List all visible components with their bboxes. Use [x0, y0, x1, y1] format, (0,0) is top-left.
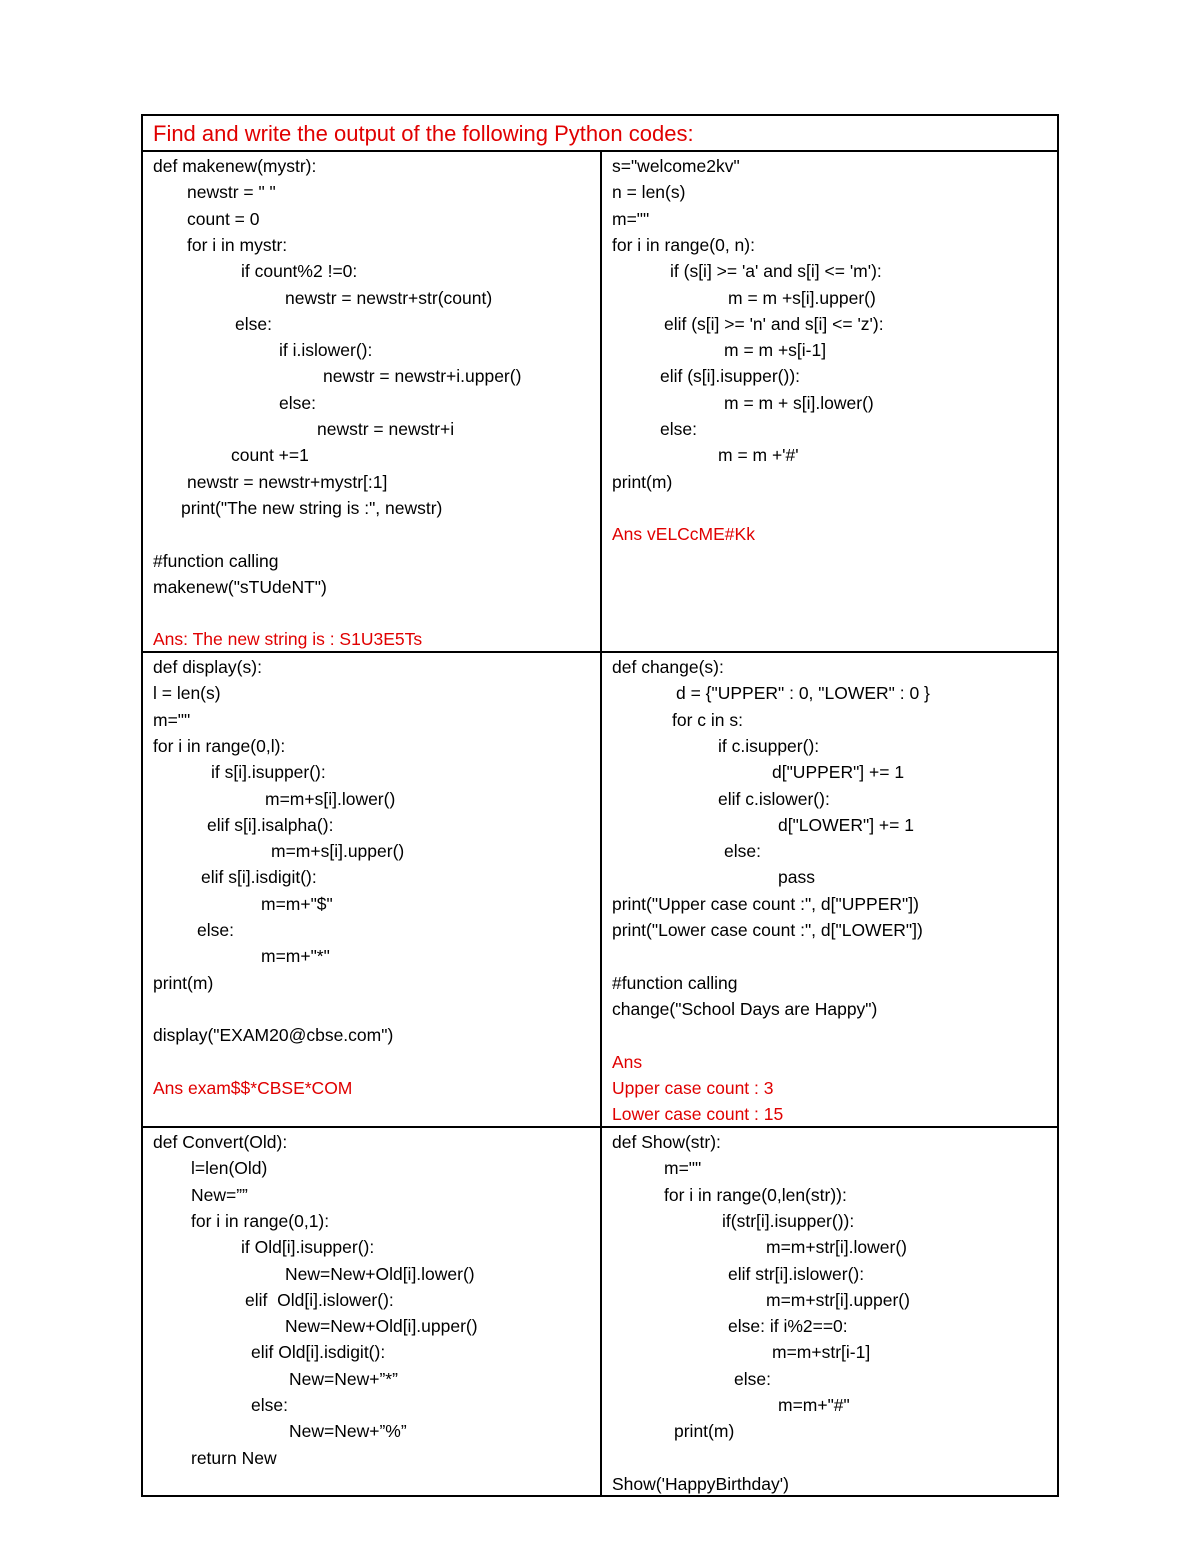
code-line: m=m+s[i].lower() — [265, 788, 396, 809]
code-line: if i.islower(): — [279, 340, 373, 361]
code-line: change("School Days are Happy") — [612, 998, 878, 1019]
code-line: newstr = newstr+mystr[:1] — [187, 471, 388, 492]
code-line: elif (s[i] >= 'n' and s[i] <= 'z'): — [664, 313, 884, 334]
code-line: if c.isupper(): — [718, 735, 820, 756]
code-line: else: — [660, 419, 697, 439]
code-line: m=m+s[i].upper() — [271, 841, 405, 862]
code-line: m=m+str[i].upper() — [766, 1289, 910, 1310]
code-line: if s[i].isupper(): — [211, 762, 326, 783]
code-line: m=m+"*" — [261, 946, 330, 967]
code-line: m=m+str[i].lower() — [766, 1237, 907, 1258]
code-line: #function calling — [153, 550, 279, 571]
code-line: print("Upper case count :", d["UPPER"]) — [612, 893, 919, 914]
code-line: for i in range(0,l): — [153, 735, 286, 756]
answer-line: Upper case count : 3 — [612, 1077, 774, 1098]
code-line: New=New+Old[i].lower() — [285, 1263, 475, 1284]
code-line: newstr = " " — [187, 182, 276, 203]
code-line: if(str[i].isupper()): — [722, 1210, 855, 1231]
code-line: New=New+”*” — [289, 1368, 398, 1389]
code-line: elif Old[i].isdigit(): — [251, 1342, 386, 1363]
answer-line: Ans vELCcME#Kk — [612, 524, 755, 545]
code-line: newstr = newstr+i — [317, 419, 455, 439]
code-line: m="" — [153, 709, 191, 730]
code-line: for i in range(0,1): — [191, 1210, 330, 1231]
question-table — [141, 114, 1059, 1497]
code-line: #function calling — [612, 972, 738, 993]
code-line: elif Old[i].islower(): — [245, 1289, 394, 1310]
cell-change — [602, 653, 1059, 1126]
page-title: Find and write the output of the following Python codes: — [143, 116, 1057, 152]
cell-display — [143, 653, 600, 1126]
code-line: m = m +s[i].upper() — [728, 287, 876, 308]
code-line: m = m + s[i].lower() — [724, 392, 874, 413]
code-line: n = len(s) — [612, 182, 686, 203]
code-line: l=len(Old) — [191, 1158, 268, 1179]
code-line: def change(s): — [612, 657, 724, 677]
code-line: else: — [279, 392, 316, 413]
code-line: m=m+"#" — [778, 1395, 850, 1415]
code-line: def Convert(Old): — [153, 1132, 288, 1152]
code-line: else: — [235, 313, 272, 334]
cell-convert — [143, 1128, 600, 1497]
code-line: newstr = newstr+str(count) — [285, 287, 493, 308]
code-line: print(m) — [674, 1421, 735, 1442]
answer-line: Ans — [612, 1051, 643, 1072]
code-line: elif s[i].isalpha(): — [207, 814, 334, 835]
code-line: if count%2 !=0: — [241, 261, 358, 282]
code-line: s="welcome2kv" — [612, 156, 740, 176]
code-line: l = len(s) — [153, 683, 221, 704]
code-line: d["UPPER"] += 1 — [772, 762, 905, 783]
cell-makenew — [143, 152, 600, 651]
code-line: display("EXAM20@cbse.com") — [153, 1025, 394, 1046]
code-line: m=m+str[i-1] — [772, 1342, 871, 1363]
answer-line: Ans: The new string is : S1U3E5Ts — [153, 629, 423, 650]
code-line: else: — [724, 841, 761, 862]
code-line: m="" — [664, 1158, 702, 1179]
code-line: m="" — [612, 208, 650, 229]
code-line: elif c.islower(): — [718, 788, 830, 809]
code-line: else: if i%2==0: — [728, 1316, 848, 1337]
code-line: elif s[i].isdigit(): — [201, 867, 317, 888]
code-line: if Old[i].isupper(): — [241, 1237, 375, 1258]
code-line: def display(s): — [153, 657, 262, 677]
code-line: m = m +'#' — [718, 445, 799, 466]
code-line: New=New+Old[i].upper() — [285, 1316, 478, 1337]
code-line: def Show(str): — [612, 1132, 721, 1152]
answer-line: Lower case count : 15 — [612, 1104, 784, 1125]
code-line: for i in range(0,len(str)): — [664, 1184, 847, 1205]
code-line: New=”” — [191, 1184, 248, 1205]
code-line: else: — [734, 1368, 771, 1389]
code-line: else: — [251, 1395, 288, 1415]
code-line: elif str[i].islower(): — [728, 1263, 865, 1284]
code-line: count +=1 — [231, 445, 309, 466]
code-line: Show('HappyBirthday') — [612, 1473, 789, 1494]
code-line: return New — [191, 1447, 277, 1468]
code-line: print(m) — [153, 972, 214, 993]
code-line: print("The new string is :", newstr) — [181, 497, 443, 518]
code-line: count = 0 — [187, 208, 260, 229]
code-line: else: — [197, 920, 234, 940]
code-line: print(m) — [612, 471, 673, 492]
code-line: for i in range(0, n): — [612, 234, 755, 255]
code-line: newstr = newstr+i.upper() — [323, 366, 522, 387]
code-line: makenew("sTUdeNT") — [153, 576, 327, 597]
cell-welcome — [602, 152, 1059, 651]
code-line: m=m+"$" — [261, 893, 333, 914]
code-line: New=New+”%” — [289, 1421, 407, 1442]
code-line: pass — [778, 867, 815, 888]
code-line: print("Lower case count :", d["LOWER"]) — [612, 920, 923, 940]
code-line: for c in s: — [672, 709, 743, 730]
answer-line: Ans exam$$*CBSE*COM — [153, 1077, 353, 1098]
cell-show — [602, 1128, 1059, 1497]
code-line: if (s[i] >= 'a' and s[i] <= 'm'): — [670, 261, 882, 282]
code-line: m = m +s[i-1] — [724, 340, 827, 361]
code-line: d = {"UPPER" : 0, "LOWER" : 0 } — [676, 683, 930, 704]
code-line: elif (s[i].isupper()): — [660, 366, 801, 387]
code-line: d["LOWER"] += 1 — [778, 814, 914, 835]
code-line: for i in mystr: — [187, 234, 288, 255]
code-line: def makenew(mystr): — [153, 156, 317, 176]
